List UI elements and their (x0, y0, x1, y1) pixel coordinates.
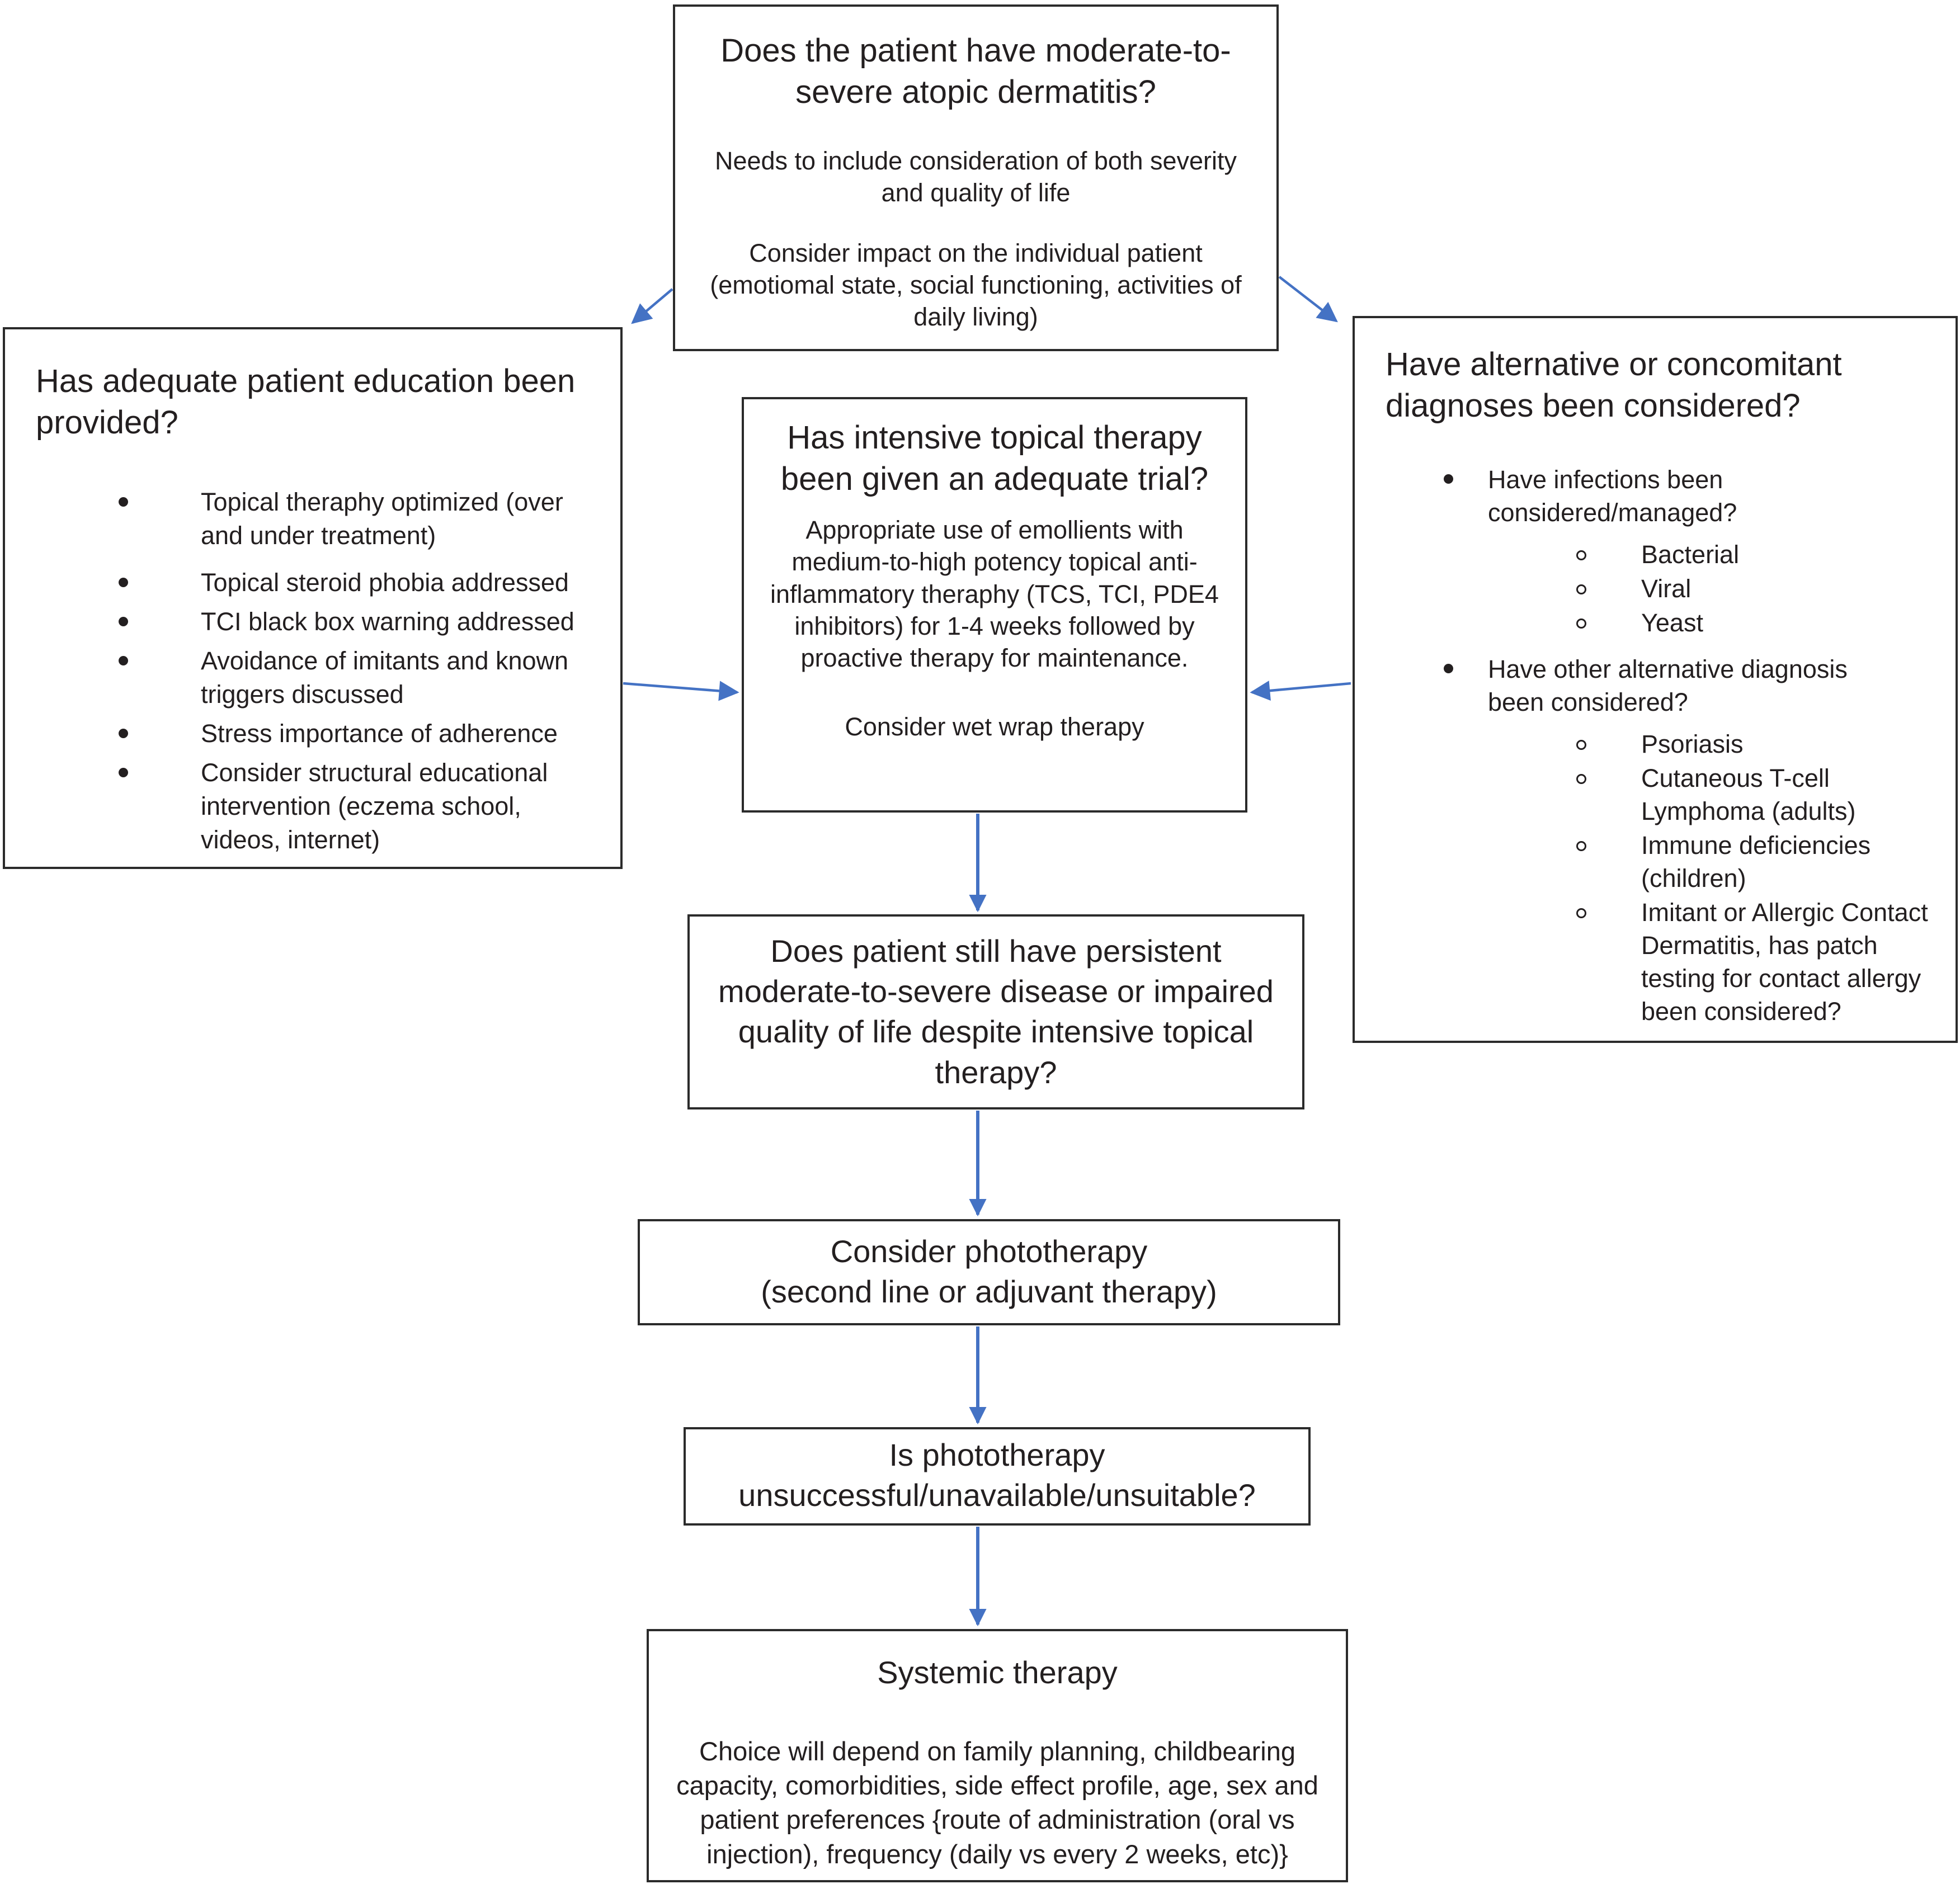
alternative-diagnosis-sublist (1488, 728, 1939, 1028)
photo-fail-line2: unsuccessful/unavailable/unsuitable? (738, 1477, 1256, 1513)
list-item: Stress importance of adherence (36, 717, 604, 750)
list-item: TCI black box warning addressed (36, 605, 604, 639)
arrow-education-to-topical (623, 683, 737, 692)
list-item: Topical steroid phobia addressed (36, 566, 604, 599)
list-item: Viral (1488, 572, 1939, 605)
list-item: Psoriasis (1488, 728, 1939, 761)
diagnoses-bullet-list (1386, 463, 1939, 1028)
assess-title: Does the patient have moderate-to-severe atopic dermatitis? (720, 32, 1231, 110)
arrow-assess-to-diagnoses (1279, 277, 1336, 321)
phototherapy-line1: Consider phototherapy (830, 1234, 1148, 1269)
infections-sublist (1488, 538, 1939, 639)
persistent-question: Does patient still have persistent moderate-to-severe disease or impaired quality of life despite intensive topical therapy? (718, 933, 1274, 1090)
diagnoses-title: Have alternative or concomitant diagnoses been considered? (1386, 346, 1842, 424)
node-phototherapy-unsuccessful (684, 1427, 1311, 1526)
node-assess-severity (673, 4, 1279, 351)
node-consider-phototherapy (638, 1219, 1340, 1325)
node-topical-therapy-trial (742, 397, 1247, 813)
topical-wet-wrap-note: Consider wet wrap therapy (845, 712, 1144, 742)
arrow-diagnoses-to-topical (1252, 683, 1351, 692)
systemic-detail: Choice will depend on family planning, childbearing capacity, comorbidities, side effect profile, age, sex and patient preferences {route of administration (oral vs injection), frequency (daily vs every 2 weeks, etc)} (676, 1736, 1318, 1869)
education-bullet-list (36, 485, 604, 857)
list-item: Immune deficiencies (children) (1488, 829, 1939, 895)
node-alternative-diagnoses (1353, 316, 1958, 1043)
topical-detail: Appropriate use of emollients with medium-to-high potency topical anti-inflammatory theraphy (TCS, TCI, PDE4 inhibitors) for 1-4 weeks followed by proactive therapy for maintenance. (770, 516, 1219, 672)
education-title: Has adequate patient education been provided? (36, 363, 576, 441)
node-persistent-disease (687, 914, 1304, 1109)
list-item: Consider structural educational intervention (eczema school, videos, internet) (36, 756, 604, 857)
phototherapy-line2: (second line or adjuvant therapy) (761, 1274, 1217, 1310)
list-item (1386, 463, 1939, 639)
list-item-label: Have infections been considered/managed? (1488, 465, 1737, 527)
list-item (1386, 653, 1939, 1028)
node-systemic-therapy (647, 1629, 1348, 1882)
list-item: Imitant or Allergic Contact Dermatitis, has patch testing for contact allergy been considered? (1488, 896, 1939, 1028)
list-item-label: Have other alternative diagnosis been considered? (1488, 655, 1848, 717)
node-patient-education (3, 327, 623, 869)
list-item: Cutaneous T-cell Lymphoma (adults) (1488, 762, 1939, 828)
photo-fail-line1: Is phototherapy (889, 1437, 1105, 1472)
assess-note-impact: Consider impact on the individual patient (emotiomal state, social functioning, activities of daily living) (710, 238, 1242, 331)
list-item: Yeast (1488, 606, 1939, 639)
list-item: Avoidance of imitants and known triggers discussed (36, 644, 604, 711)
topical-title: Has intensive topical therapy been given an adequate trial? (780, 419, 1209, 497)
systemic-title: Systemic therapy (877, 1655, 1118, 1690)
arrow-assess-to-education (633, 289, 672, 323)
list-item: Topical theraphy optimized (over and under treatment) (36, 485, 604, 553)
list-item: Bacterial (1488, 538, 1939, 571)
assess-note-severity: Needs to include consideration of both severity and quality of life (714, 147, 1237, 207)
